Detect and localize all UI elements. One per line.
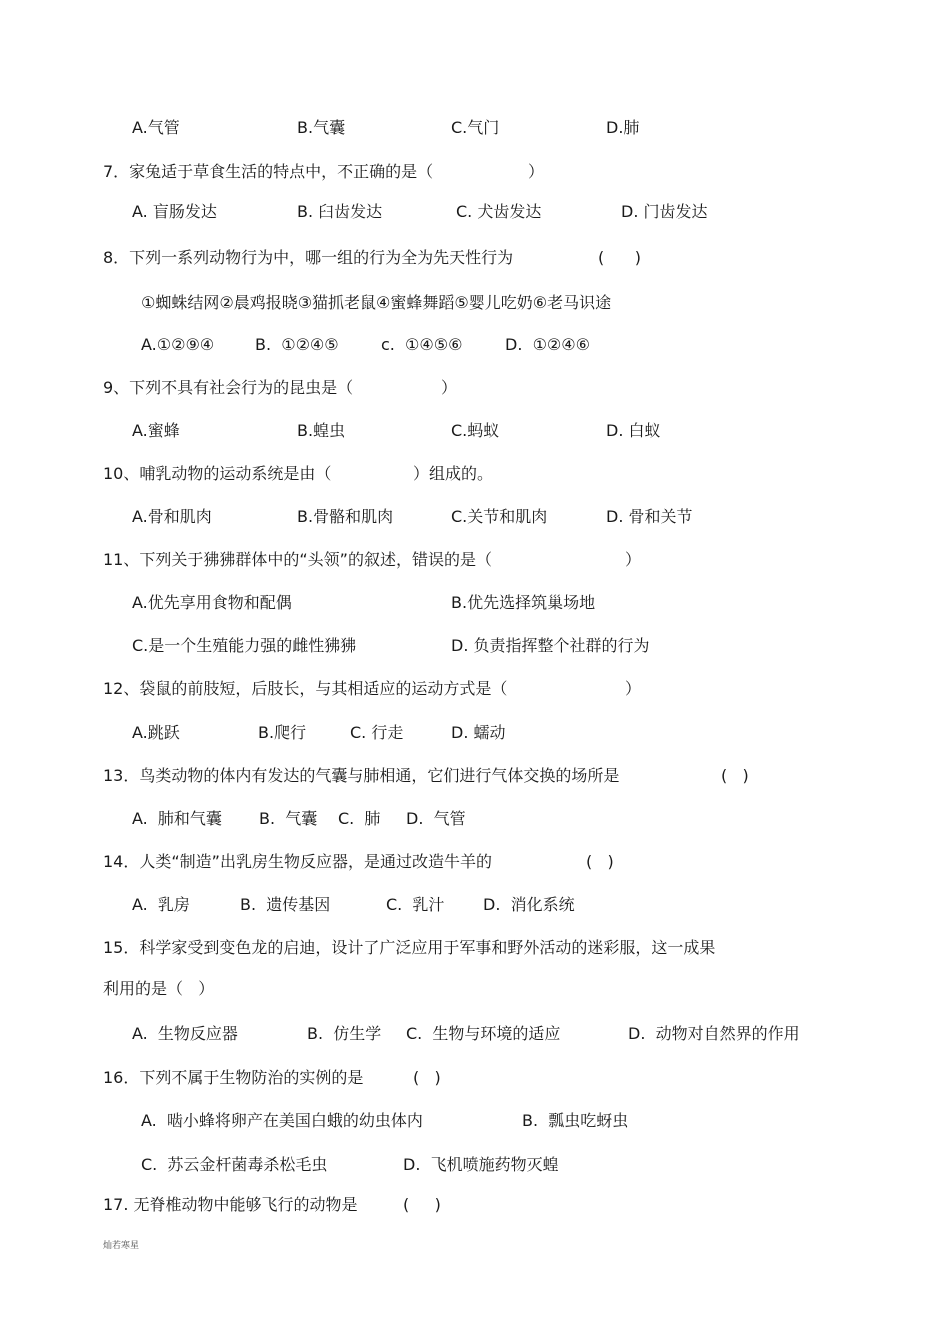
q10-option-d: D. 骨和关节 (606, 507, 693, 526)
q11-option-a: A.优先享用食物和配偶 (132, 593, 292, 612)
q14-option-a: A. 乳房 (132, 895, 190, 914)
q8-items: ①蜘蛛结网②晨鸡报晓③猫抓老鼠④蜜蜂舞蹈⑤婴儿吃奶⑥老马识途 (141, 293, 612, 312)
q15-option-d: D. 动物对自然界的作用 (628, 1024, 800, 1043)
q16-paren: ( ) (413, 1068, 441, 1087)
q9-option-d: D. 白蚁 (606, 421, 661, 440)
q15-stem-line1: 15．科学家受到变色龙的启迪，设计了广泛应用于军事和野外活动的迷彩服，这一成果 (103, 938, 716, 957)
q13-option-d: D. 气管 (406, 809, 466, 828)
q11-option-b: B.优先选择筑巢场地 (451, 593, 596, 612)
q11-paren-close: ） (625, 550, 642, 569)
q9-option-b: B.蝗虫 (297, 421, 346, 440)
q13-stem: 13．鸟类动物的体内有发达的气囊与肺相通，它们进行气体交换的场所是 (103, 766, 620, 785)
q11-option-d: D. 负责指挥整个社群的行为 (451, 636, 650, 655)
q9-paren-close: ） (441, 378, 458, 397)
q17-stem: 17. 无脊椎动物中能够飞行的动物是 (103, 1195, 358, 1214)
q13-paren: ( ) (721, 766, 749, 785)
q10-stem-start: 10、哺乳动物的运动系统是由（ (103, 464, 332, 483)
q7-option-b: B. 臼齿发达 (297, 202, 383, 221)
q6-option-c: C.气门 (451, 118, 500, 137)
q9-option-a: A.蜜蜂 (132, 421, 180, 440)
q13-option-b: B. 气囊 (259, 809, 318, 828)
q8-stem: 8．下列一系列动物行为中，哪一组的行为全为先天性行为 (103, 248, 514, 267)
q8-option-b: B. ①②④⑤ (255, 335, 339, 354)
q14-option-b: B. 遗传基因 (240, 895, 331, 914)
q15-option-b: B. 仿生学 (307, 1024, 382, 1043)
q6-option-a: A.气管 (132, 118, 180, 137)
q12-option-b: B.爬行 (258, 723, 307, 742)
q12-option-a: A.跳跃 (132, 723, 180, 742)
q16-stem: 16．下列不属于生物防治的实例的是 (103, 1068, 364, 1087)
q12-option-d: D. 蠕动 (451, 723, 506, 742)
q7-option-a: A. 盲肠发达 (132, 202, 217, 221)
q15-option-c: C. 生物与环境的适应 (406, 1024, 561, 1043)
q15-option-a: A. 生物反应器 (132, 1024, 238, 1043)
q8-option-a: A.①②⑨④ (141, 335, 215, 354)
q7-paren-close: ） (528, 162, 545, 181)
q10-stem-end: ）组成的。 (413, 464, 494, 483)
q15-stem-line2: 利用的是（ ） (103, 979, 215, 998)
q12-paren-close: ） (625, 679, 642, 698)
q10-option-b: B.骨骼和肌肉 (297, 507, 394, 526)
q11-option-c: C.是一个生殖能力强的雌性狒狒 (132, 636, 357, 655)
q12-option-c: C. 行走 (350, 723, 404, 742)
q12-stem: 12、袋鼠的前肢短，后肢长，与其相适应的运动方式是（ (103, 679, 508, 698)
q6-option-b: B.气囊 (297, 118, 346, 137)
q14-option-c: C. 乳汁 (386, 895, 445, 914)
q6-option-d: D.肺 (606, 118, 640, 137)
q13-option-a: A. 肺和气囊 (132, 809, 222, 828)
page-footer: 灿若寒星 (103, 1241, 140, 1251)
q13-option-c: C. 肺 (338, 809, 381, 828)
q17-paren: ( ) (403, 1195, 441, 1214)
q16-option-c: C. 苏云金杆菌毒杀松毛虫 (141, 1155, 328, 1174)
q14-option-d: D. 消化系统 (483, 895, 575, 914)
q16-option-a: A. 啮小蜂将卵产在美国白蛾的幼虫体内 (141, 1111, 423, 1130)
q14-stem: 14．人类“制造”出乳房生物反应器，是通过改造牛羊的 (103, 852, 492, 871)
q8-option-d: D. ①②④⑥ (505, 335, 590, 354)
q16-option-d: D. 飞机喷施药物灭蝗 (403, 1155, 559, 1174)
q10-option-c: C.关节和肌肉 (451, 507, 548, 526)
q7-option-d: D. 门齿发达 (621, 202, 708, 221)
q7-option-c: C. 犬齿发达 (456, 202, 542, 221)
q11-stem: 11、下列关于狒狒群体中的“头领”的叙述，错误的是（ (103, 550, 492, 569)
q16-option-b: B. 瓢虫吃蚜虫 (522, 1111, 629, 1130)
q8-paren: ( ) (598, 248, 641, 267)
q9-option-c: C.蚂蚁 (451, 421, 500, 440)
q8-option-c: c. ①④⑤⑥ (381, 335, 463, 354)
q7-stem: 7．家兔适于草食生活的特点中，不正确的是（ (103, 162, 434, 181)
q10-option-a: A.骨和肌肉 (132, 507, 212, 526)
q9-stem: 9、下列不具有社会行为的昆虫是（ (103, 378, 354, 397)
q14-paren: ( ) (586, 852, 614, 871)
